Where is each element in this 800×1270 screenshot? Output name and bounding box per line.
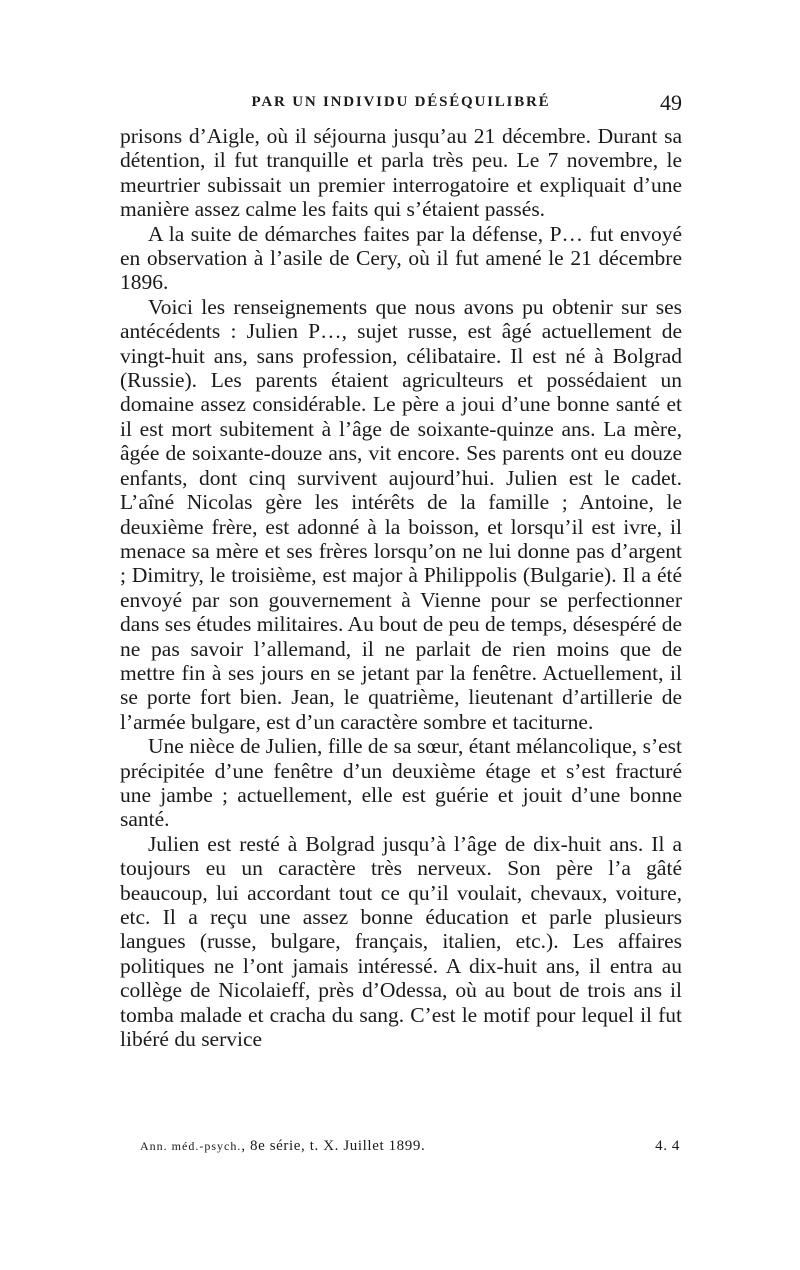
paragraph-1: prisons d’Aigle, où il séjourna jusqu’au 21 décembre. Durant sa détention, il fut tranquille et parla très peu. Le 7 novembre, le meurtrier subissait un premier interrogatoire et expliquait d’une manière assez calme les faits qui s’étaient passés. <box>120 124 682 222</box>
journal-citation <box>140 1138 425 1155</box>
paragraph-5: Julien est resté à Bolgrad jusqu’à l’âge de dix-huit ans. Il a toujours eu un caractère très nerveux. Son père l’a gâté beaucoup, lui accordant tout ce qu’il voulait, chevaux, voiture, etc. Il a reçu une assez bonne éducation et parle plusieurs langues (russe, bulgare, français, italien, etc.). Les affaires politiques ne l’ont jamais intéressé. A dix-huit ans, il entra au collège de Nicolaieff, près d’Odessa, où au bout de trois ans il tomba malade et cracha du sang. C’est le motif pour lequel il fut libéré du service <box>120 831 682 1052</box>
journal-issue: , 8e série, t. X. Juillet 1899. <box>241 1138 426 1154</box>
running-head <box>120 90 682 118</box>
footer <box>140 1138 680 1162</box>
paragraph-2: A la suite de démarches faites par la défense, P… fut envoyé en observation à l’asile de Cery, où il fut amené le 21 décembre 1896. <box>120 221 682 295</box>
paragraph-4: Une nièce de Julien, fille de sa sœur, étant mélancolique, s’est précipitée d’une fenêtre d’un deuxième étage et s’est fracturé une jambe ; actuellement, elle est guérie et jouit d’une bonne santé. <box>120 734 682 832</box>
page-number: 49 <box>660 90 682 115</box>
journal-abbrev: Ann. méd.-psych. <box>140 1139 242 1153</box>
running-title: PAR UN INDIVIDU DÉSÉQUILIBRÉ <box>251 94 551 110</box>
body-text <box>120 124 682 1051</box>
paragraph-3: Voici les renseignements que nous avons pu obtenir sur ses antécédents : Julien P…, sujet russe, est âgé actuellement de vingt-huit ans, sans profession, célibataire. Il est né à Bolgrad (Russie). Les parents étaient agriculteurs et possédaient un domaine assez considérable. Le père a joui d’une bonne santé et il est mort subitement à l’âge de soixante-quinze ans. La mère, âgée de soixante-douze ans, vit encore. Ses parents ont eu douze enfants, dont cinq survivent aujourd’hui. Julien est le cadet. L’aîné Nicolas gère les intérêts de la famille ; Antoine, le deuxième frère, est adonné à la boisson, et lorsqu’il est ivre, il menace sa mère et ses frères lorsqu’on ne lui donne pas d’argent ; Dimitry, le troisième, est major à Philippolis (Bulgarie). Il a été envoyé par son gouvernement à Vienne pour se perfectionner dans ses études militaires. Au bout de peu de temps, désespéré de ne pas savoir l’allemand, il ne parlait de rien moins que de mettre fin à ses jours en se jetant par la fenêtre. Actuellement, il se porte fort bien. Jean, le quatrième, lieutenant d’artillerie de l’armée bulgare, est d’un caractère sombre et taciturne. <box>120 294 682 734</box>
signature-mark: 4. 4 <box>655 1138 680 1154</box>
